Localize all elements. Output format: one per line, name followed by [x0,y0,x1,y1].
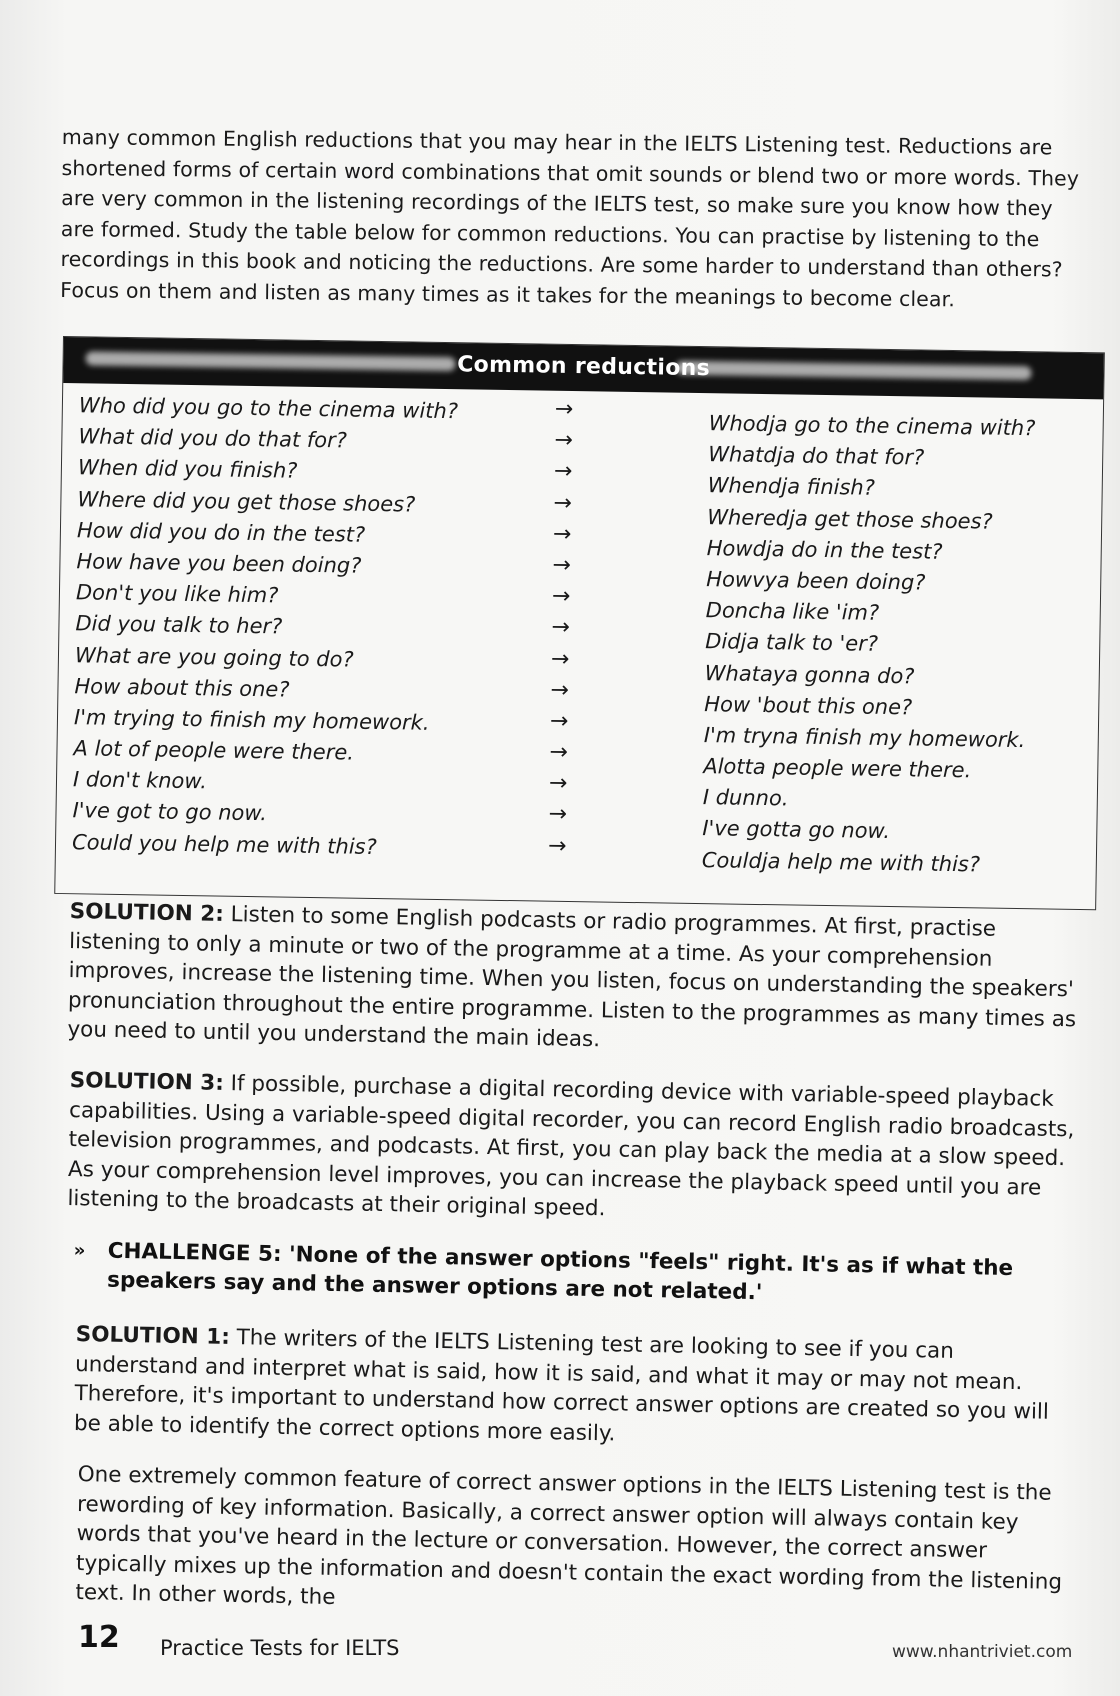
arrow-right-icon: → [554,427,574,454]
table-body [56,393,1103,877]
challenge-5 [73,1236,1084,1313]
full-form: How did you do in the test? [76,517,366,547]
full-form: I'm trying to finish my homework. [73,705,430,735]
table-header [63,337,1104,399]
reduced-form: Couldja help me with this? [701,847,981,877]
reduced-form: Whataya gonna do? [704,660,915,688]
publisher-url[interactable]: www.nhantriviet.com [892,1642,1073,1662]
intro-paragraph [60,122,1092,316]
arrow-right-icon: → [553,459,573,485]
arrow-right-icon: → [548,802,568,828]
reduced-form: Alotta people were there. [703,754,972,783]
solution-1 [74,1320,1081,1457]
full-form: I've got to go now. [72,798,268,826]
full-form: What are you going to do? [74,642,354,672]
full-form: How about this one? [74,673,290,702]
reduced-form: Howvya been doing? [706,567,926,595]
full-form: Could you help me with this? [71,829,377,859]
solution-1-text: The writers of the IELTS Listening test are looking to see if you can understand and interpret what is said, how it is said, and what it may or may not mean. Therefore, it's important to understand how correct answer options are created so you will be able to identify the correct options more easily. [73,1324,1050,1446]
solution-2-text: Listen to some English podcasts or radio programmes. At first, practise listening to only a minute or two of the programme at a time. As your comprehension improves, increase the listening time. When you listen, focus on understanding the speakers' pronunciation throughout the entire programme. Listen to the programmes as many times as you need to until you understand the main ideas. [67,901,1077,1053]
arrow-right-icon: → [547,833,567,859]
full-form: Did you talk to her? [75,611,283,639]
arrow-right-icon: → [551,583,571,610]
page-number: 12 [78,1620,120,1655]
full-form: I don't know. [72,767,208,794]
solution-3-label: SOLUTION 3: [69,1067,225,1096]
full-form: What did you do that for? [78,424,348,453]
reduced-form: I'm tryna finish my homework. [703,722,1026,753]
reduced-form: Whatdja do that for? [708,442,925,470]
reduced-form: Wheredja get those shoes? [707,504,993,534]
common-reductions-table [54,336,1105,910]
arrow-right-icon: → [553,490,573,516]
reduced-form: I dunno. [702,785,789,811]
full-form: Don't you like him? [75,580,279,608]
arrow-right-icon: → [549,708,569,734]
full-form: Where did you get those shoes? [77,486,416,517]
full-form: Who did you go to the cinema with? [78,393,459,424]
full-form: When did you finish? [77,455,298,484]
chevron-right-icon: » [73,1239,86,1262]
solution-2-label: SOLUTION 2: [69,898,225,927]
reduced-form: Doncha like 'im? [705,598,880,625]
solution-3 [67,1066,1085,1233]
book-title: Practice Tests for IELTS [160,1636,400,1660]
arrow-right-icon: → [548,770,568,797]
arrow-right-icon: → [552,552,572,578]
reduced-form: Howdja do in the test? [706,535,943,564]
reduced-form: Whendja finish? [707,473,876,501]
table-title: Common reductions [456,352,711,382]
arrow-right-icon: → [551,615,571,641]
arrow-right-icon: → [549,739,569,766]
solution-3-text: If possible, purchase a digital recording device with variable-speed playback capabilities. Using a variable-speed digital recorder, you can record English radio broadcasts, television programmes, and podcasts. At first, you can play back the media at a slow speed. As your comprehension level improves, you can increase the playback speed until you are listening to the broadcasts at their original speed. [67,1070,1075,1222]
solution-1-label: SOLUTION 1: [75,1321,231,1350]
arrow-right-icon: → [550,646,570,672]
challenge-5-text: CHALLENGE 5: 'None of the answer options "feels" right. It's as if what the speakers say and the answer options are not related.' [106,1238,1014,1306]
full-form: How have you been doing? [76,549,362,578]
reduced-form: Didja talk to 'er? [705,629,879,657]
reduced-form: Whodja go to the cinema with? [708,411,1036,441]
arrow-right-icon: → [550,677,570,703]
solution-2 [67,897,1085,1064]
arrow-right-icon: → [552,521,572,547]
reduced-form: I've gotta go now. [702,816,891,844]
arrow-right-icon: → [554,396,574,423]
intro-text: many common English reductions that you may hear in the IELTS Listening test. Reductions are shortened forms of certain word combinations that omit sounds or blend two or more words. They are very common in the listening recordings of the IELTS test, so make sure you know how they are formed. Study the table below for common reductions. You can practise by listening to the recordings in this book and noticing the reductions. Are some harder to understand than others? Focus on them and listen as many times as it takes for the meanings to become clear. [60,124,1080,311]
final-paragraph-text: One extremely common feature of correct answer options in the IELTS Listening test is the rewording of key information. Basically, a correct answer option will always contain key words that you've heard in the lecture or conversation. However, the correct answer typically mixes up the information and doesn't contain the exact wording from the listening text. In other words, the [75,1461,1063,1610]
final-paragraph [75,1460,1080,1627]
full-form: A lot of people were there. [73,736,355,765]
reduced-form: How 'bout this one? [704,691,913,720]
